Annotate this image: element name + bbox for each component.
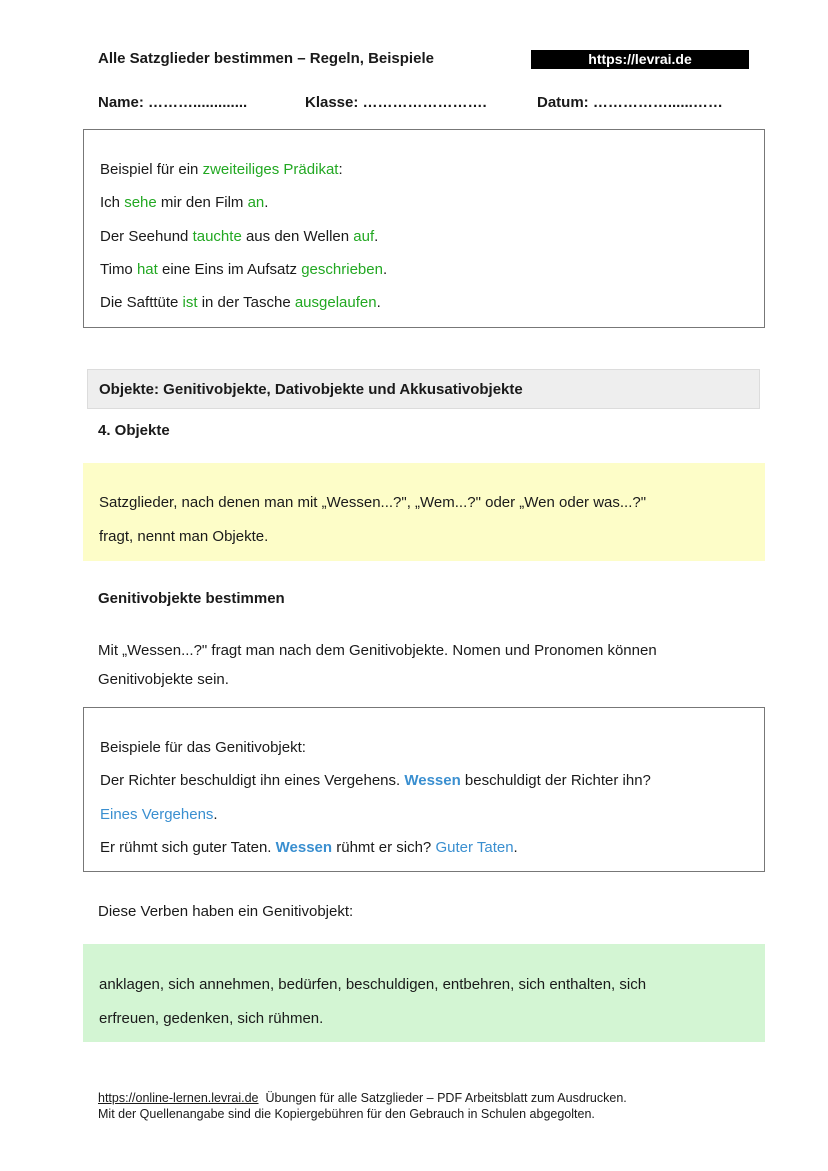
example-box-predicate (83, 129, 765, 328)
date-field: Datum: ……………......…… (537, 94, 723, 111)
example-sentence: Die Safttüte ist in der Tasche ausgelaufen. (100, 294, 381, 311)
genitiv-heading: Genitivobjekte bestimmen (98, 590, 285, 607)
footer (98, 1090, 627, 1122)
rule-box (83, 463, 765, 561)
rule-text: Satzglieder, nach denen man mit „Wessen...?", „Wem...?" oder „Wen oder was...?" (99, 494, 647, 511)
footer-line: https://online-lernen.levrai.de Übungen für alle Satzglieder – PDF Arbeitsblatt zum Ausdrucken. (98, 1091, 627, 1105)
genitiv-paragraph: Genitivobjekte sein. (98, 671, 229, 688)
example-sentence: Er rühmt sich guter Taten. Wessen rühmt er sich? Guter Taten. (100, 839, 518, 856)
rule-text: fragt, nennt man Objekte. (99, 528, 269, 545)
site-url-badge: https://levrai.de (531, 50, 749, 69)
example-box-genitiv (83, 707, 765, 872)
genitiv-paragraph: Mit „Wessen...?" fragt man nach dem Genitivobjekte. Nomen und Pronomen können (98, 642, 657, 659)
example-intro: Beispiele für das Genitivobjekt: (100, 739, 306, 756)
footer-line: Mit der Quellenangabe sind die Kopiergebühren für den Gebrauch in Schulen abgegolten. (98, 1107, 595, 1121)
class-field: Klasse: ……………………. (305, 94, 487, 111)
section-bar (87, 369, 760, 409)
example-sentence: Ich sehe mir den Film an. (100, 194, 269, 211)
section-heading: 4. Objekte (98, 422, 170, 439)
verbs-list: anklagen, sich annehmen, bedürfen, beschuldigen, entbehren, sich enthalten, sich (99, 976, 647, 993)
example-answer: Eines Vergehens. (100, 806, 218, 823)
example-sentence: Timo hat eine Eins im Aufsatz geschrieben. (100, 261, 388, 278)
example-intro: Beispiel für ein zweiteiliges Prädikat: (100, 161, 343, 178)
verbs-box (83, 944, 765, 1042)
verbs-list: erfreuen, gedenken, sich rühmen. (99, 1010, 324, 1027)
verbs-intro: Diese Verben haben ein Genitivobjekt: (98, 903, 354, 920)
name-field: Name: ………............. (98, 94, 248, 111)
footer-link[interactable]: https://online-lernen.levrai.de (98, 1091, 259, 1105)
example-sentence: Der Seehund tauchte aus den Wellen auf. (100, 228, 379, 245)
example-sentence: Der Richter beschuldigt ihn eines Vergehens. Wessen beschuldigt der Richter ihn? (100, 772, 651, 789)
section-bar-label: Objekte: Genitivobjekte, Dativobjekte und Akkusativobjekte (99, 381, 523, 398)
page-title: Alle Satzglieder bestimmen – Regeln, Beispiele (98, 50, 434, 67)
